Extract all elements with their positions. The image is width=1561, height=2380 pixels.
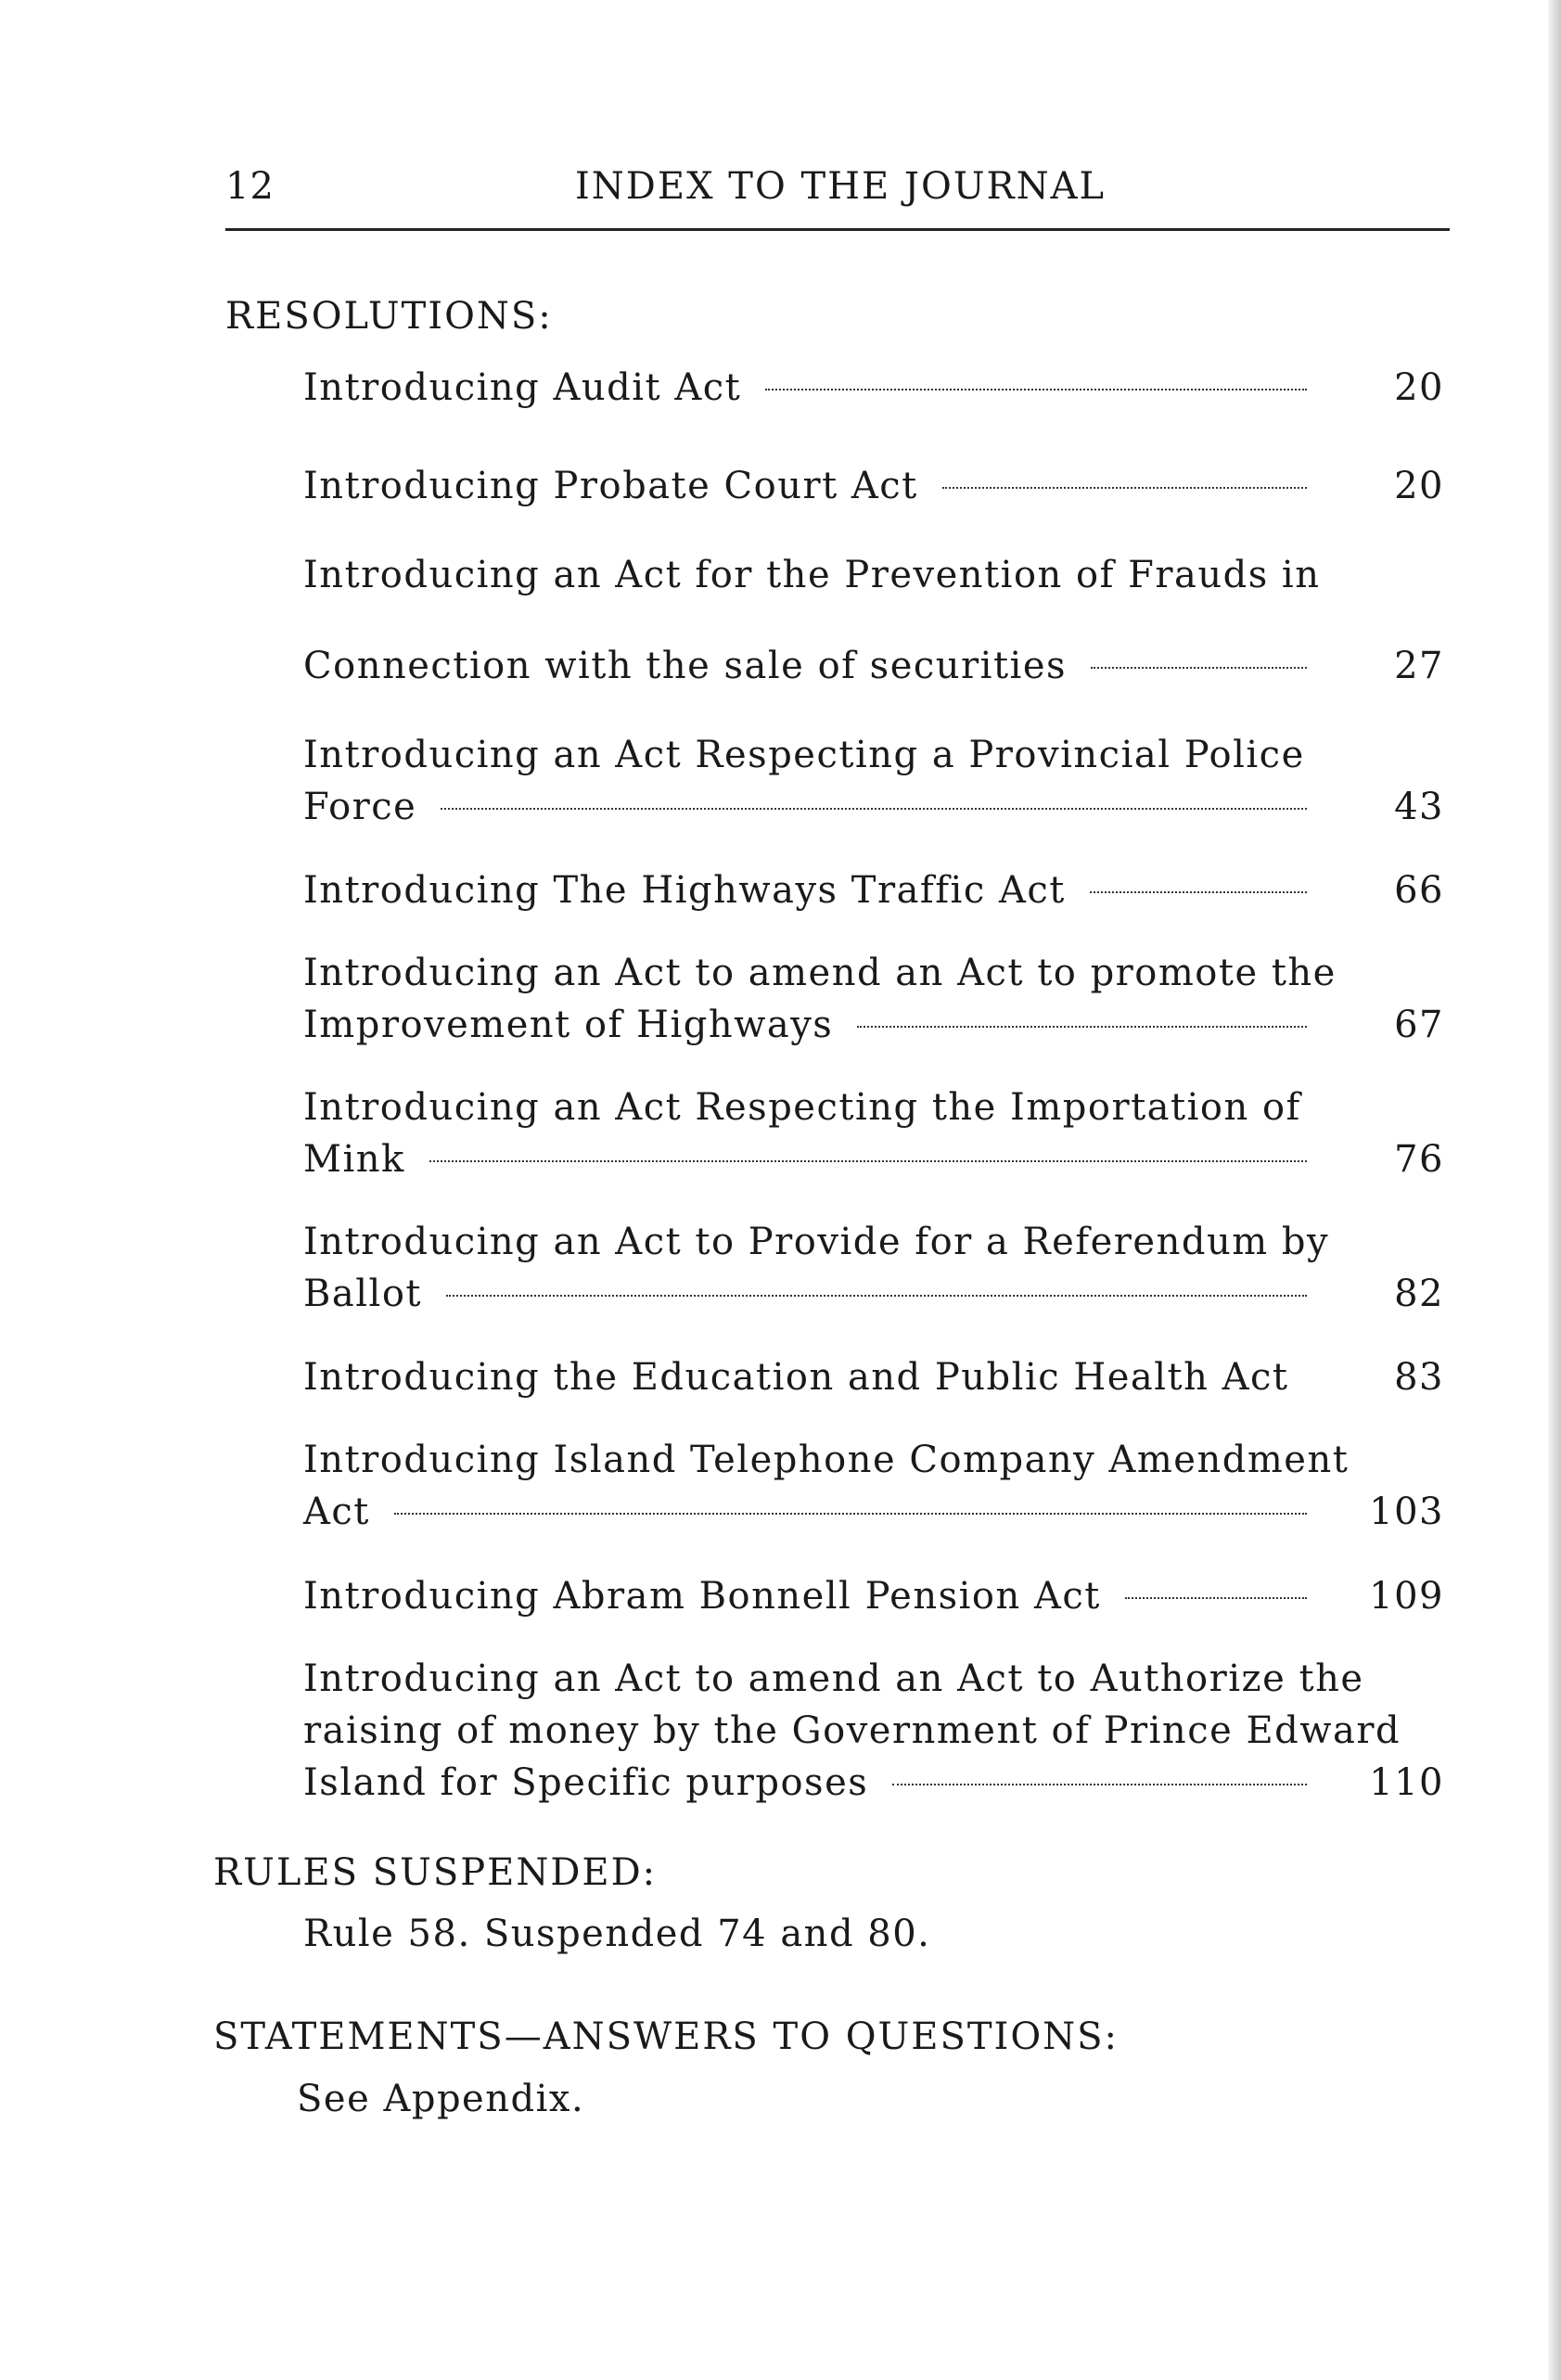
entry-text: Introducing The Highways Traffic Act [303,869,1066,912]
entry-page-number: 27 [1394,645,1444,687]
index-entry [303,1653,1444,1809]
entry-text: Act [303,1491,370,1533]
entry-page-number: 66 [1394,869,1444,912]
entry-page-number: 67 [1394,1004,1444,1046]
index-entry [303,1081,1444,1185]
entry-text: Introducing Island Telephone Company Amendment [303,1439,1350,1481]
dot-leader [765,389,1307,390]
index-entry [303,640,1444,692]
entry-text: Introducing an Act Respecting a Provincial Police [303,734,1305,776]
page-edge-shadow [1548,0,1561,2380]
page-header [225,158,1450,232]
entry-page-number: 103 [1369,1491,1444,1533]
dot-leader [394,1513,1307,1515]
entry-page-number: 43 [1394,786,1444,828]
entry-page-number: 110 [1369,1761,1444,1804]
index-entry [303,864,1444,916]
entry-text: Introducing an Act to amend an Act to promote the [303,952,1337,994]
entry-page-number: 109 [1369,1575,1444,1618]
entry-text: Introducing an Act to Provide for a Referendum by [303,1221,1330,1263]
entry-text: Force [303,786,417,828]
rules-suspended-text: Rule 58. Suspended 74 and 80. [303,1913,931,1955]
page-number: 12 [225,165,275,208]
dot-leader [441,808,1307,810]
index-entry [303,1351,1444,1403]
entry-text: Introducing Abram Bonnell Pension Act [303,1575,1101,1618]
entry-text: Introducing Audit Act [303,366,742,409]
index-entry [303,362,1444,414]
dot-leader [942,487,1307,489]
index-entry [303,1216,1444,1320]
index-entry [303,1434,1444,1538]
dot-leader [892,1784,1307,1785]
rules-suspended-heading: RULES SUSPENDED: [213,1851,658,1894]
dot-leader [1125,1597,1307,1599]
index-entry [303,729,1444,833]
entry-page-number: 20 [1394,465,1444,507]
dot-leader [429,1160,1307,1162]
index-entry [303,1570,1444,1622]
entry-text: Ballot [303,1273,422,1315]
resolutions-heading: RESOLUTIONS: [225,295,553,338]
running-title: INDEX TO THE JOURNAL [575,165,1107,208]
entry-text: Introducing an Act to amend an Act to Authorize the [303,1657,1364,1700]
header-rule [225,228,1450,231]
entry-page-number: 20 [1394,366,1444,409]
entry-text: Introducing an Act Respecting the Importation of [303,1086,1301,1129]
statements-heading: STATEMENTS—ANSWERS TO QUESTIONS: [213,2015,1119,2058]
entry-text: Mink [303,1138,405,1181]
dot-leader [446,1295,1307,1297]
entry-text: Island for Specific purposes [303,1761,869,1804]
index-entry [303,549,1444,601]
entry-page-number: 76 [1394,1138,1444,1181]
entry-text: Introducing the Education and Public Health Act [303,1356,1289,1399]
entry-text: Improvement of Highways [303,1004,834,1046]
index-entry [303,460,1444,512]
statements-text: See Appendix. [297,2078,585,2120]
entry-page-number: 83 [1394,1356,1444,1399]
entry-text: raising of money by the Government of Prince Edward [303,1709,1401,1752]
entry-text: Connection with the sale of securities [303,645,1068,687]
index-entry [303,947,1444,1051]
dot-leader [1090,891,1307,893]
entry-text: Introducing an Act for the Prevention of Frauds in [303,554,1321,596]
dot-leader [857,1026,1307,1028]
entry-page-number: 82 [1394,1273,1444,1315]
entry-text: Introducing Probate Court Act [303,465,918,507]
dot-leader [1091,667,1307,669]
